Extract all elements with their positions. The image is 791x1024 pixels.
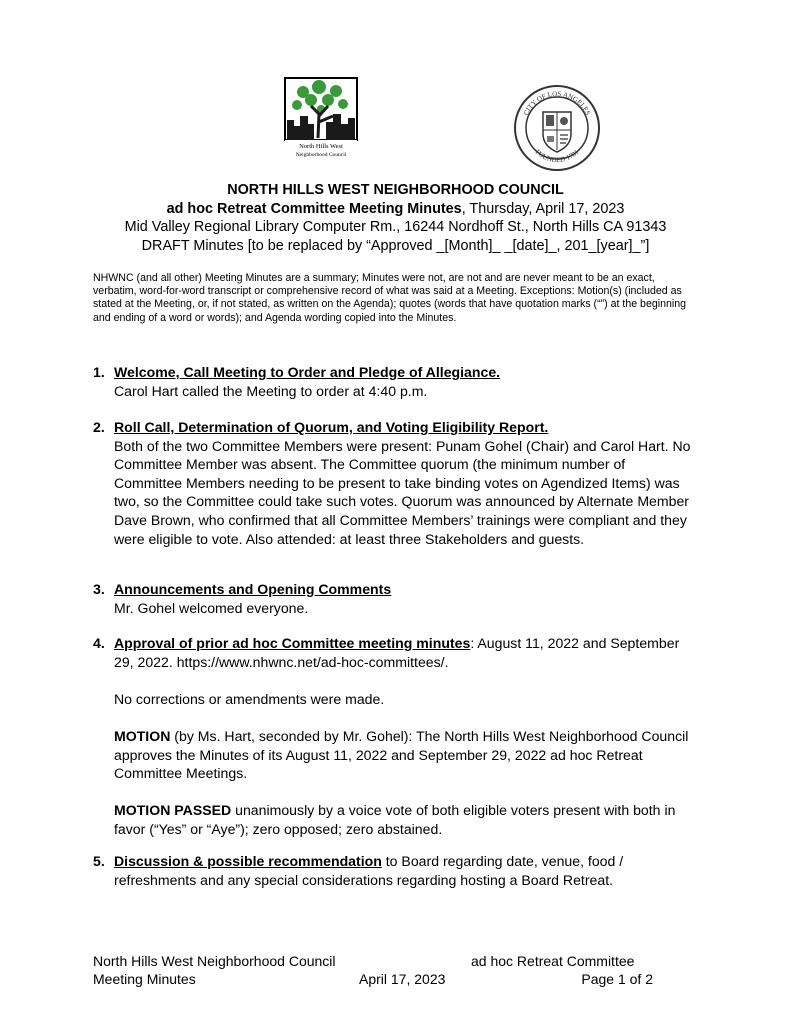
agenda-item-4 [93,634,697,839]
meeting-title-line [60,200,731,219]
item-corrections: No corrections or amendments were made. [114,690,385,707]
meeting-location: Mid Valley Regional Library Computer Rm., 16244 Nordhoff St., North Hills CA 91343 [124,219,667,235]
nhwnc-logo [281,76,361,160]
item-title: Announcements and Opening Comments [114,581,392,597]
motion-text: (by Ms. Hart, seconded by Mr. Gohel): The North Hills West Neighborhood Council approves the Minutes of its August 11, 2022 and September 29, 2022 ad hoc Retreat Committee Meetings. [114,727,689,782]
item-number: 1. [93,364,105,380]
item-motion-result [93,801,697,838]
item-title: Discussion & possible recommendation [114,853,382,869]
item-title-rest: : August 11, 2022 and September 29, 2022. https://www.nhwnc.net/ad-hoc-committees/. [114,635,680,670]
nc-logo-line1: North Hills West [299,143,343,150]
item-title: Roll Call, Determination of Quorum, and Voting Eligibility Report. [114,419,549,435]
item-body: Mr. Gohel welcomed everyone. [114,599,309,616]
meeting-date: , Thursday, April 17, 2023 [461,200,625,217]
footer-org: North Hills West Neighborhood Council [93,953,336,969]
seal-top-text: CITY OF LOS ANGELES [522,89,592,117]
motion-passed-label: MOTION PASSED [114,802,232,819]
footer-committee: ad hoc Retreat Committee [471,953,635,969]
draft-notice: DRAFT Minutes [to be replaced by “Approved _[Month]_ _[date]_, 201_[year]_”] [141,237,650,254]
agenda-item-2 [93,418,697,548]
agenda-item-1 [93,363,697,400]
item-number: 2. [93,419,105,435]
document-header [60,181,731,255]
item-body: Both of the two Committee Members were present: Punam Gohel (Chair) and Carol Hart. No Committee Member was absent. The Committee quorum (the minimum number of Committee Members needing to be present to take binding votes on Agendized Items) was two, so the Committee could take such votes. Quorum was announced by Alternate Member Dave Brown, who confirmed that all Committee Members’ trainings were compliant and they were eligible to vote. Also attended: at least three Stakeholders and guests. [114,437,691,547]
footer-doc-type: Meeting Minutes [93,971,196,987]
nc-logo-line2: Neighborhood Council [295,152,347,158]
minutes-disclaimer: NHWNC (and all other) Meeting Minutes are a summary; Minutes were not, are not and are never meant to be an exact, verbatim, word-for-word transcript or comprehensive record of what was said at a Meeting. Exceptions: Motion(s) (included as stated at the Meeting, or, if not stated, as written on the Agenda); quotes (words that have quotation marks (“”) at the beginning and ending of a word or words); and Agenda wording copied into the Minutes. [93,272,687,324]
meeting-title: ad hoc Retreat Committee Meeting Minutes [166,200,462,217]
footer-date: April 17, 2023 [359,971,446,987]
item-number: 5. [93,853,105,869]
motion-label: MOTION [114,727,171,744]
item-motion [93,727,697,783]
item-number: 4. [93,635,105,651]
footer-page-number: Page 1 of 2 [581,971,653,987]
item-body: Carol Hart called the Meeting to order at 4:40 p.m. [114,382,428,399]
agenda-item-3 [93,580,697,617]
motion-passed-text: unanimously by a voice vote of both eligible voters present with both in favor (“Yes” or “Aye”); zero opposed; zero abstained. [114,802,676,837]
agenda-item-5 [93,852,697,889]
seal-bottom-text: FOUNDED 1781 [533,148,581,165]
item-title-rest: to Board regarding date, venue, food / refreshments and any special considerations regarding hosting a Board Retreat. [114,853,624,888]
item-title: Approval of prior ad hoc Committee meeting minutes [114,635,471,651]
city-seal-logo [513,84,601,172]
item-title: Welcome, Call Meeting to Order and Pledge of Allegiance. [114,364,501,380]
org-name: NORTH HILLS WEST NEIGHBORHOOD COUNCIL [227,182,564,198]
item-number: 3. [93,581,105,597]
